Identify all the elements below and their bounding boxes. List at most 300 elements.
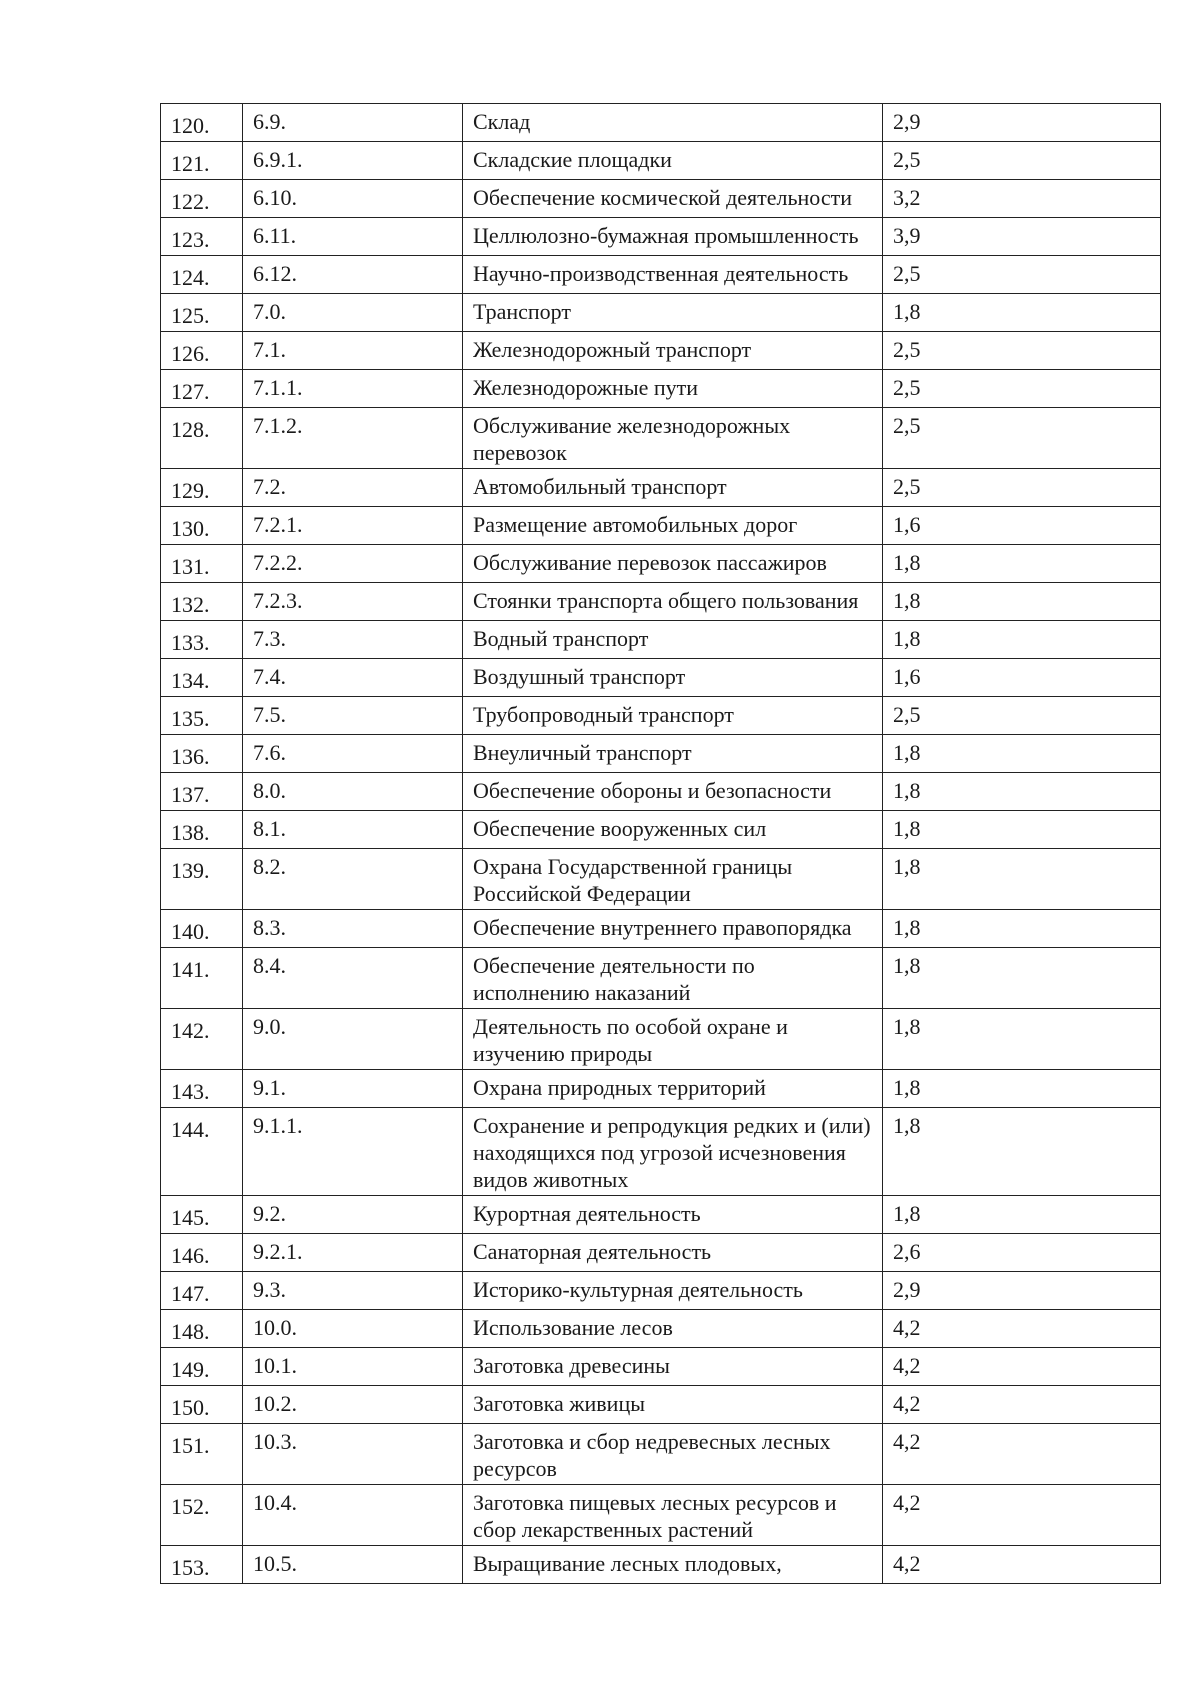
row-number-text: 127. (171, 379, 210, 404)
row-number-text: 143. (171, 1079, 210, 1104)
row-number-cell (161, 294, 243, 332)
activity-name-cell (463, 469, 883, 507)
coefficient-text: 1,8 (893, 1014, 921, 1039)
code-cell (243, 1348, 463, 1386)
coefficient-text: 2,6 (893, 1239, 921, 1264)
code-text: 7.2. (253, 474, 286, 499)
code-text: 9.2. (253, 1201, 286, 1226)
row-number-cell (161, 142, 243, 180)
table-row (161, 1108, 1161, 1196)
table-row (161, 583, 1161, 621)
coefficient-cell (883, 811, 1161, 849)
coefficient-cell (883, 948, 1161, 1009)
table-row (161, 370, 1161, 408)
coefficient-text: 2,5 (893, 474, 921, 499)
activity-name-cell (463, 948, 883, 1009)
code-cell (243, 1424, 463, 1485)
activity-name-text: Обеспечение деятельности по исполнению наказаний (473, 953, 755, 1005)
activity-name-text: Научно-производственная деятельность (473, 261, 849, 286)
activity-name-cell (463, 659, 883, 697)
activity-name-text: Санаторная деятельность (473, 1239, 712, 1264)
coefficient-text: 3,2 (893, 185, 921, 210)
coefficient-text: 2,5 (893, 337, 921, 362)
coefficient-text: 1,6 (893, 664, 921, 689)
code-text: 9.3. (253, 1277, 286, 1302)
code-text: 7.2.2. (253, 550, 303, 575)
row-number-text: 130. (171, 516, 210, 541)
coefficient-text: 4,2 (893, 1391, 921, 1416)
row-number-cell (161, 218, 243, 256)
activity-name-text: Заготовка пищевых лесных ресурсов и сбор лекарственных растений (473, 1490, 837, 1542)
table-row (161, 218, 1161, 256)
row-number-cell (161, 1108, 243, 1196)
coefficient-cell (883, 1272, 1161, 1310)
activity-name-cell (463, 545, 883, 583)
coefficient-text: 1,8 (893, 778, 921, 803)
activity-name-cell (463, 1009, 883, 1070)
activity-name-text: Внеуличный транспорт (473, 740, 692, 765)
code-cell (243, 1310, 463, 1348)
row-number-cell (161, 1546, 243, 1584)
row-number-text: 120. (171, 113, 210, 138)
code-text: 6.12. (253, 261, 297, 286)
code-cell (243, 1108, 463, 1196)
table-row (161, 180, 1161, 218)
coefficient-text: 1,8 (893, 1075, 921, 1100)
coefficient-text: 4,2 (893, 1429, 921, 1454)
activity-name-text: Складские площадки (473, 147, 672, 172)
table-row (161, 1196, 1161, 1234)
row-number-text: 133. (171, 630, 210, 655)
row-number-cell (161, 1310, 243, 1348)
activity-name-text: Трубопроводный транспорт (473, 702, 734, 727)
activity-name-cell (463, 1196, 883, 1234)
activity-name-cell (463, 104, 883, 142)
row-number-text: 122. (171, 189, 210, 214)
row-number-text: 131. (171, 554, 210, 579)
code-text: 7.2.1. (253, 512, 303, 537)
coefficient-cell (883, 849, 1161, 910)
row-number-text: 147. (171, 1281, 210, 1306)
code-text: 10.0. (253, 1315, 297, 1340)
code-text: 10.3. (253, 1429, 297, 1454)
row-number-cell (161, 507, 243, 545)
table-row (161, 1546, 1161, 1584)
activity-name-cell (463, 1234, 883, 1272)
table-row (161, 1310, 1161, 1348)
row-number-cell (161, 370, 243, 408)
activity-name-text: Заготовка живицы (473, 1391, 645, 1416)
coefficient-cell (883, 910, 1161, 948)
row-number-cell (161, 1386, 243, 1424)
coefficient-text: 1,6 (893, 512, 921, 537)
activity-name-cell (463, 180, 883, 218)
row-number-text: 121. (171, 151, 210, 176)
coefficient-cell (883, 1546, 1161, 1584)
code-text: 10.5. (253, 1551, 297, 1576)
code-cell (243, 1234, 463, 1272)
table-row (161, 256, 1161, 294)
row-number-text: 132. (171, 592, 210, 617)
activity-name-cell (463, 294, 883, 332)
table-row (161, 1272, 1161, 1310)
code-text: 6.10. (253, 185, 297, 210)
coefficient-cell (883, 1424, 1161, 1485)
table-row (161, 507, 1161, 545)
table-row (161, 849, 1161, 910)
activity-name-cell (463, 583, 883, 621)
code-cell (243, 545, 463, 583)
row-number-cell (161, 948, 243, 1009)
activity-name-cell (463, 507, 883, 545)
code-text: 8.0. (253, 778, 286, 803)
row-number-cell (161, 408, 243, 469)
coefficient-cell (883, 1348, 1161, 1386)
row-number-cell (161, 545, 243, 583)
row-number-cell (161, 910, 243, 948)
row-number-text: 148. (171, 1319, 210, 1344)
activity-name-text: Обеспечение космической деятельности (473, 185, 853, 210)
code-cell (243, 1009, 463, 1070)
activity-name-text: Выращивание лесных плодовых, (473, 1551, 782, 1576)
row-number-text: 134. (171, 668, 210, 693)
row-number-cell (161, 583, 243, 621)
coefficient-cell (883, 697, 1161, 735)
coefficient-cell (883, 1485, 1161, 1546)
coefficient-text: 1,8 (893, 626, 921, 651)
coefficient-cell (883, 218, 1161, 256)
activity-name-text: Обеспечение внутреннего правопорядка (473, 915, 852, 940)
coefficient-cell (883, 545, 1161, 583)
table-row (161, 1234, 1161, 1272)
activity-name-cell (463, 1108, 883, 1196)
coefficient-text: 1,8 (893, 953, 921, 978)
coefficient-cell (883, 469, 1161, 507)
code-cell (243, 256, 463, 294)
table-row (161, 1386, 1161, 1424)
table-row (161, 773, 1161, 811)
coefficient-text: 4,2 (893, 1551, 921, 1576)
row-number-text: 123. (171, 227, 210, 252)
row-number-text: 145. (171, 1205, 210, 1230)
row-number-cell (161, 1348, 243, 1386)
coefficient-cell (883, 180, 1161, 218)
code-text: 10.4. (253, 1490, 297, 1515)
activity-name-text: Железнодорожные пути (473, 375, 699, 400)
row-number-text: 151. (171, 1433, 210, 1458)
code-cell (243, 142, 463, 180)
code-cell (243, 1386, 463, 1424)
code-cell (243, 1485, 463, 1546)
code-text: 9.1. (253, 1075, 286, 1100)
code-text: 7.1.1. (253, 375, 303, 400)
code-text: 10.1. (253, 1353, 297, 1378)
table-row (161, 1348, 1161, 1386)
table-row (161, 948, 1161, 1009)
activity-name-cell (463, 408, 883, 469)
coefficient-cell (883, 1009, 1161, 1070)
code-cell (243, 180, 463, 218)
coefficient-cell (883, 1386, 1161, 1424)
activity-name-text: Размещение автомобильных дорог (473, 512, 798, 537)
code-cell (243, 1272, 463, 1310)
code-cell (243, 621, 463, 659)
activity-name-text: Обеспечение обороны и безопасности (473, 778, 832, 803)
row-number-cell (161, 1070, 243, 1108)
activity-name-text: Целлюлозно-бумажная промышленность (473, 223, 859, 248)
code-cell (243, 469, 463, 507)
row-number-text: 124. (171, 265, 210, 290)
coefficient-text: 2,9 (893, 1277, 921, 1302)
row-number-cell (161, 1196, 243, 1234)
activity-name-text: Деятельность по особой охране и изучению природы (473, 1014, 788, 1066)
code-cell (243, 659, 463, 697)
code-text: 7.4. (253, 664, 286, 689)
code-text: 9.0. (253, 1014, 286, 1039)
code-text: 7.3. (253, 626, 286, 651)
coefficient-text: 1,8 (893, 299, 921, 324)
row-number-text: 138. (171, 820, 210, 845)
activity-name-cell (463, 142, 883, 180)
activity-name-cell (463, 621, 883, 659)
row-number-cell (161, 1009, 243, 1070)
coefficient-cell (883, 294, 1161, 332)
activity-name-text: Обслуживание перевозок пассажиров (473, 550, 827, 575)
coefficient-text: 1,8 (893, 915, 921, 940)
code-cell (243, 849, 463, 910)
code-cell (243, 773, 463, 811)
coefficient-cell (883, 621, 1161, 659)
activity-name-cell (463, 1485, 883, 1546)
code-cell (243, 507, 463, 545)
row-number-text: 142. (171, 1018, 210, 1043)
coefficient-text: 2,5 (893, 413, 921, 438)
coefficient-text: 3,9 (893, 223, 921, 248)
activity-name-cell (463, 1310, 883, 1348)
coefficient-text: 2,5 (893, 261, 921, 286)
row-number-cell (161, 621, 243, 659)
row-number-text: 140. (171, 919, 210, 944)
row-number-text: 150. (171, 1395, 210, 1420)
coefficient-text: 1,8 (893, 816, 921, 841)
code-text: 7.1. (253, 337, 286, 362)
row-number-cell (161, 1424, 243, 1485)
activity-name-cell (463, 1272, 883, 1310)
activity-name-text: Железнодорожный транспорт (473, 337, 752, 362)
activity-name-text: Охрана природных территорий (473, 1075, 766, 1100)
row-number-cell (161, 332, 243, 370)
coefficient-text: 1,8 (893, 854, 921, 879)
activity-name-cell (463, 370, 883, 408)
row-number-text: 152. (171, 1494, 210, 1519)
row-number-cell (161, 773, 243, 811)
coefficient-cell (883, 332, 1161, 370)
row-number-cell (161, 1234, 243, 1272)
row-number-cell (161, 469, 243, 507)
code-cell (243, 408, 463, 469)
code-cell (243, 948, 463, 1009)
code-cell (243, 735, 463, 773)
code-text: 7.2.3. (253, 588, 303, 613)
table-row (161, 545, 1161, 583)
code-cell (243, 370, 463, 408)
code-text: 7.1.2. (253, 413, 303, 438)
coefficient-text: 1,8 (893, 740, 921, 765)
code-text: 8.4. (253, 953, 286, 978)
activity-name-text: Воздушный транспорт (473, 664, 686, 689)
activity-name-text: Охрана Государственной границы Российской Федерации (473, 854, 793, 906)
activity-name-cell (463, 1424, 883, 1485)
code-text: 9.2.1. (253, 1239, 303, 1264)
coefficient-cell (883, 1108, 1161, 1196)
coefficient-text: 4,2 (893, 1353, 921, 1378)
coefficient-cell (883, 104, 1161, 142)
row-number-cell (161, 180, 243, 218)
table-row (161, 408, 1161, 469)
table-body (161, 104, 1161, 1584)
row-number-text: 146. (171, 1243, 210, 1268)
table-row (161, 332, 1161, 370)
row-number-cell (161, 104, 243, 142)
coefficient-cell (883, 408, 1161, 469)
activity-name-text: Сохранение и репродукция редких и (или) находящихся под угрозой исчезновения видов животных (473, 1113, 871, 1192)
activity-name-cell (463, 332, 883, 370)
coefficient-text: 1,8 (893, 1113, 921, 1138)
code-text: 8.2. (253, 854, 286, 879)
activity-name-text: Автомобильный транспорт (473, 474, 727, 499)
row-number-cell (161, 1272, 243, 1310)
code-text: 10.2. (253, 1391, 297, 1416)
coefficient-cell (883, 1070, 1161, 1108)
row-number-cell (161, 735, 243, 773)
row-number-cell (161, 811, 243, 849)
activity-name-cell (463, 910, 883, 948)
table-row (161, 811, 1161, 849)
row-number-text: 136. (171, 744, 210, 769)
activity-name-text: Историко-культурная деятельность (473, 1277, 803, 1302)
table-row (161, 1009, 1161, 1070)
activity-name-cell (463, 773, 883, 811)
table-row (161, 1424, 1161, 1485)
land-use-coefficient-table (160, 103, 1161, 1584)
row-number-text: 144. (171, 1117, 210, 1142)
table-row (161, 659, 1161, 697)
row-number-text: 125. (171, 303, 210, 328)
row-number-text: 139. (171, 858, 210, 883)
row-number-cell (161, 697, 243, 735)
activity-name-text: Склад (473, 109, 531, 134)
coefficient-cell (883, 142, 1161, 180)
row-number-text: 135. (171, 706, 210, 731)
coefficient-cell (883, 1310, 1161, 1348)
code-cell (243, 218, 463, 256)
row-number-cell (161, 659, 243, 697)
coefficient-cell (883, 735, 1161, 773)
code-cell (243, 1070, 463, 1108)
code-text: 6.9. (253, 109, 286, 134)
activity-name-text: Заготовка древесины (473, 1353, 670, 1378)
table-row (161, 294, 1161, 332)
row-number-cell (161, 256, 243, 294)
coefficient-text: 2,5 (893, 375, 921, 400)
table-row (161, 1485, 1161, 1546)
coefficient-cell (883, 370, 1161, 408)
coefficient-text: 2,5 (893, 702, 921, 727)
activity-name-cell (463, 735, 883, 773)
code-cell (243, 1546, 463, 1584)
activity-name-cell (463, 256, 883, 294)
activity-name-text: Обеспечение вооруженных сил (473, 816, 767, 841)
table-row (161, 621, 1161, 659)
code-cell (243, 294, 463, 332)
table-row (161, 735, 1161, 773)
table-row (161, 1070, 1161, 1108)
code-text: 7.0. (253, 299, 286, 324)
table-row (161, 697, 1161, 735)
row-number-text: 137. (171, 782, 210, 807)
activity-name-cell (463, 218, 883, 256)
coefficient-text: 4,2 (893, 1315, 921, 1340)
code-cell (243, 332, 463, 370)
coefficient-text: 1,8 (893, 550, 921, 575)
coefficient-cell (883, 1234, 1161, 1272)
row-number-cell (161, 1485, 243, 1546)
activity-name-cell (463, 849, 883, 910)
code-text: 7.6. (253, 740, 286, 765)
coefficient-cell (883, 583, 1161, 621)
table-row (161, 910, 1161, 948)
code-text: 6.9.1. (253, 147, 303, 172)
code-text: 8.3. (253, 915, 286, 940)
coefficient-cell (883, 507, 1161, 545)
activity-name-text: Заготовка и сбор недревесных лесных ресурсов (473, 1429, 831, 1481)
activity-name-text: Использование лесов (473, 1315, 673, 1340)
code-cell (243, 697, 463, 735)
coefficient-cell (883, 256, 1161, 294)
activity-name-text: Обслуживание железнодорожных перевозок (473, 413, 791, 465)
row-number-text: 129. (171, 478, 210, 503)
table-row (161, 104, 1161, 142)
activity-name-text: Водный транспорт (473, 626, 649, 651)
activity-name-text: Курортная деятельность (473, 1201, 701, 1226)
coefficient-text: 2,9 (893, 109, 921, 134)
coefficient-text: 2,5 (893, 147, 921, 172)
code-cell (243, 1196, 463, 1234)
code-text: 6.11. (253, 223, 297, 248)
coefficient-text: 4,2 (893, 1490, 921, 1515)
row-number-text: 149. (171, 1357, 210, 1382)
coefficient-cell (883, 659, 1161, 697)
code-text: 8.1. (253, 816, 286, 841)
row-number-text: 128. (171, 417, 210, 442)
activity-name-cell (463, 697, 883, 735)
activity-name-cell (463, 1348, 883, 1386)
table-row (161, 469, 1161, 507)
activity-name-cell (463, 1070, 883, 1108)
activity-name-cell (463, 1386, 883, 1424)
code-cell (243, 583, 463, 621)
activity-name-text: Транспорт (473, 299, 572, 324)
code-cell (243, 910, 463, 948)
coefficient-cell (883, 773, 1161, 811)
activity-name-text: Стоянки транспорта общего пользования (473, 588, 859, 613)
code-cell (243, 811, 463, 849)
activity-name-cell (463, 1546, 883, 1584)
row-number-text: 141. (171, 957, 210, 982)
code-cell (243, 104, 463, 142)
coefficient-cell (883, 1196, 1161, 1234)
code-text: 9.1.1. (253, 1113, 303, 1138)
